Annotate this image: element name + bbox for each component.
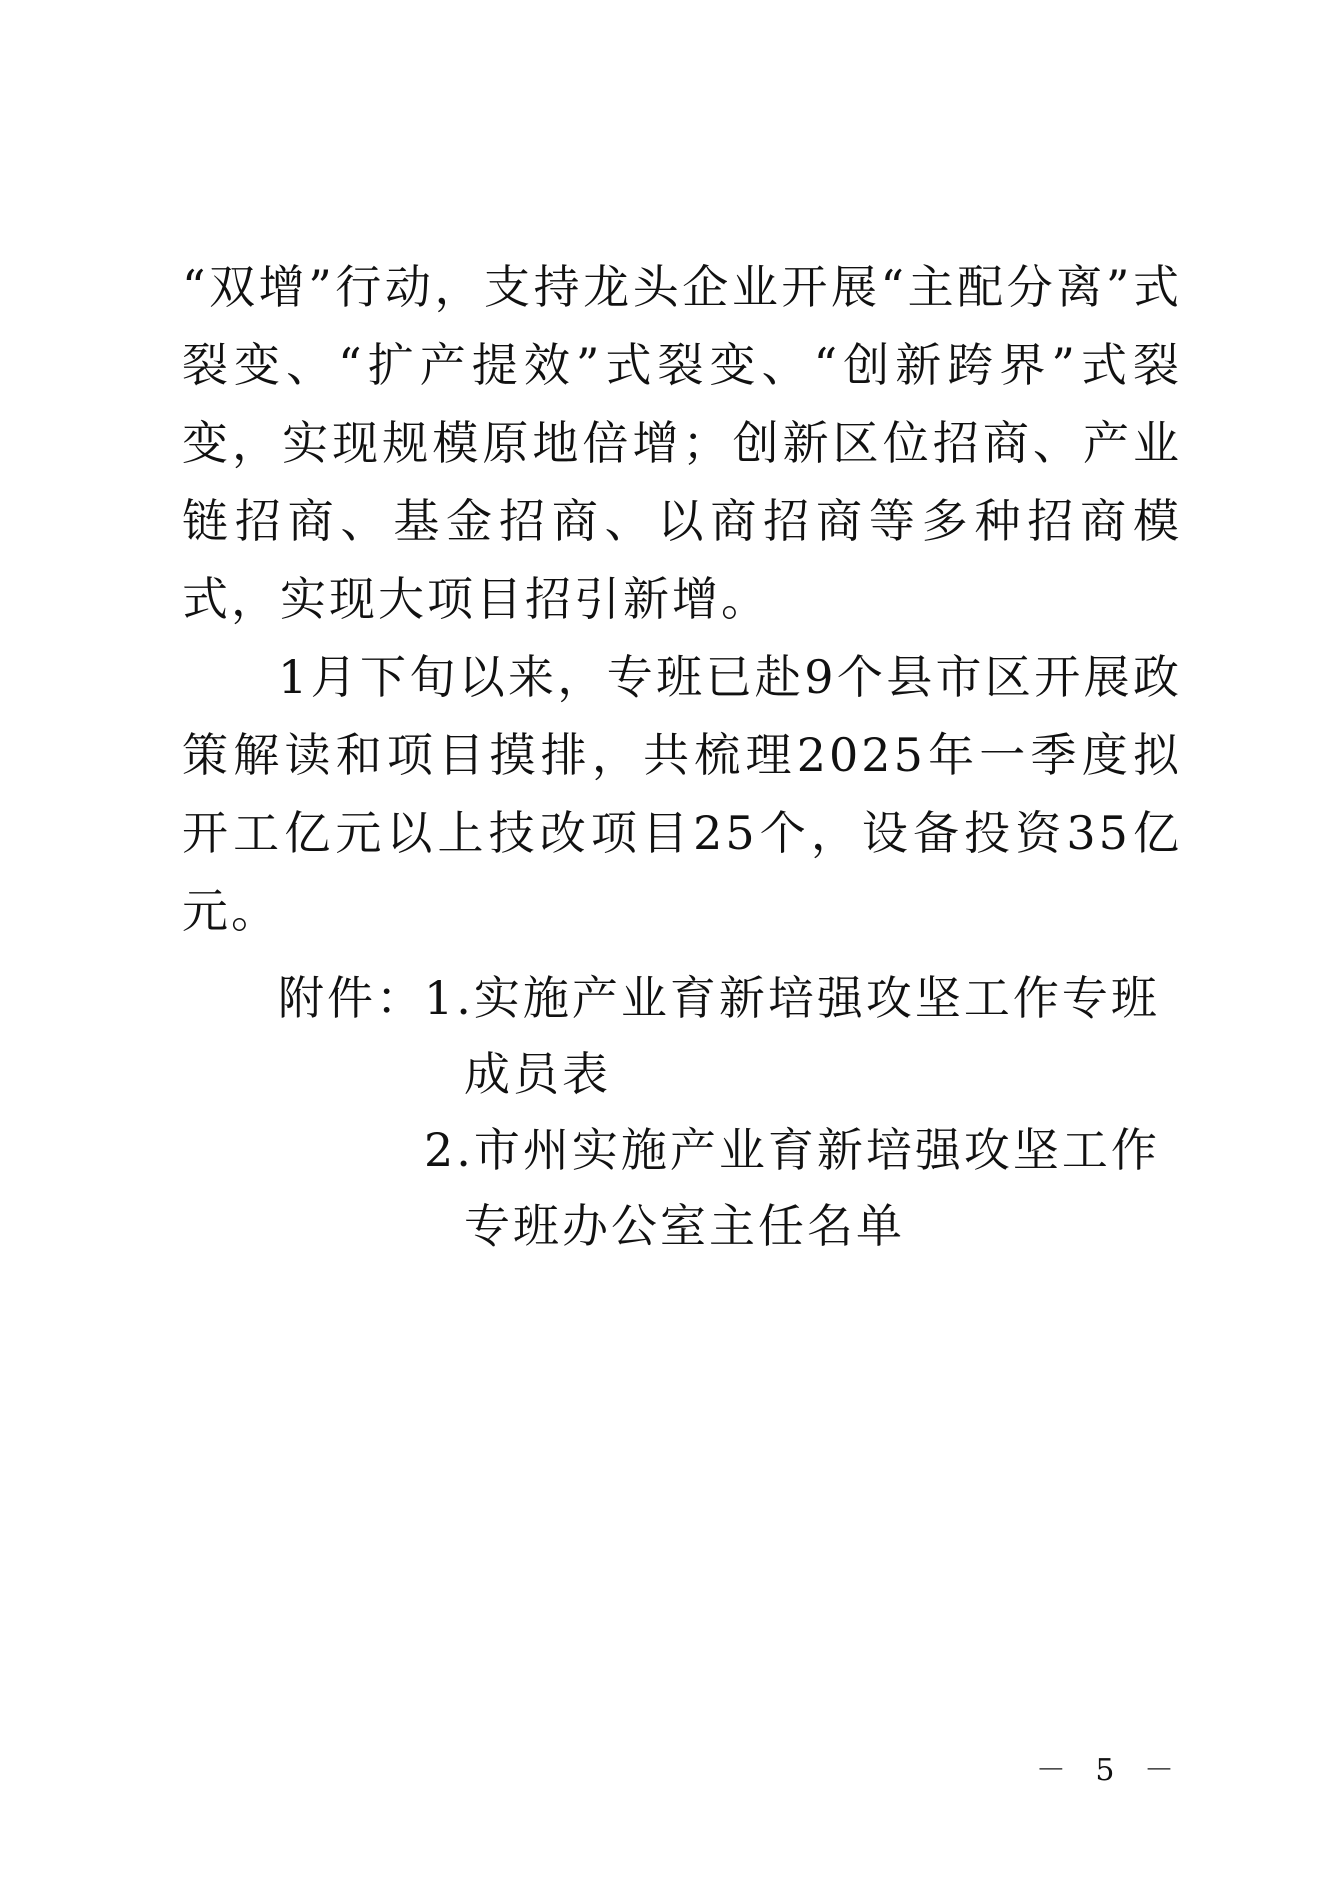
attachment-1-line-2: 成员表 [464,1047,611,1101]
attachment-1-line-1: 1.实施产业育新培强攻坚工作专班 [424,971,1160,1025]
page-number: － 5 － [1035,1753,1184,1788]
body-text [182,248,1182,950]
attachment-2-line-1: 2.市州实施产业育新培强攻坚工作 [424,1123,1160,1177]
attachments-label: 附件： [278,971,425,1025]
attachment-2-line-2: 专班办公室主任名单 [464,1199,905,1253]
paragraph-continuation: “双增”行动，支持龙头企业开展“主配分离”式裂变、“扩产提效”式裂变、“创新跨界”式裂变，实现规模原地倍增；创新区位招商、产业链招商、基金招商、以商招商等多种招商模式，实现大项目招引新增。 [182,260,1182,626]
attachment-row-2 [278,1112,1178,1264]
attachment-row-1 [278,960,1178,1112]
attachment-item-2 [424,1112,1160,1264]
paragraph-progress: 1月下旬以来，专班已赴9个县市区开展政策解读和项目摸排，共梳理2025年一季度拟开工亿元以上技改项目25个，设备投资35亿元。 [182,650,1182,938]
attachments-section [278,960,1178,1264]
attachment-item-1 [424,960,1160,1112]
